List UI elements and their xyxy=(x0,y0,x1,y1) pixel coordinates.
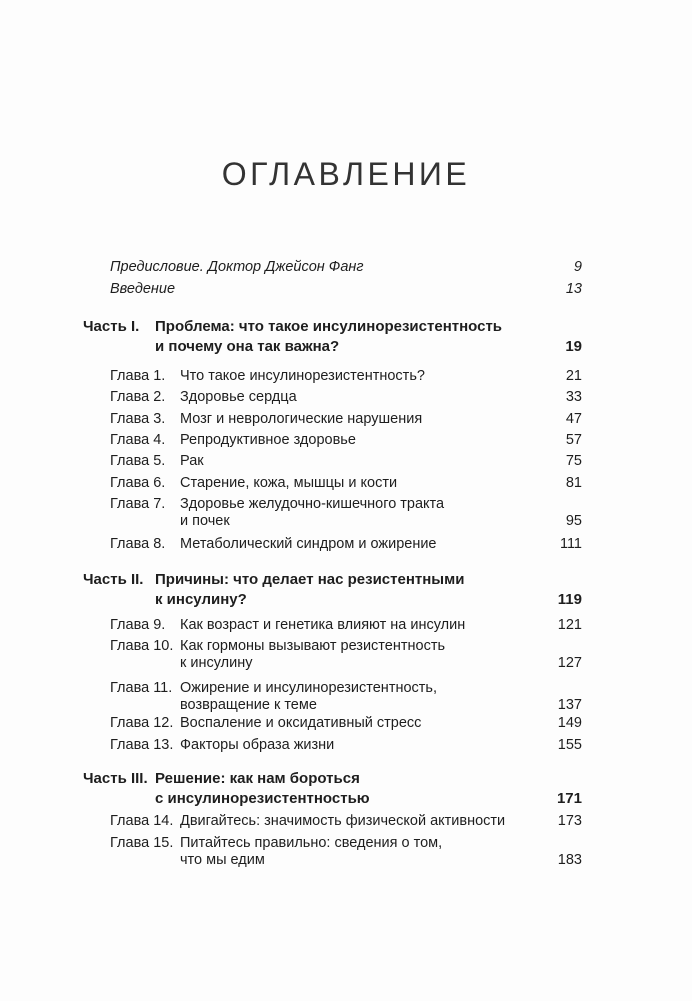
chapter-label: Глава 8. xyxy=(110,536,166,552)
chapter-title-line: Что такое инсулинорезистентность? xyxy=(180,368,425,384)
part-page-number: 19 xyxy=(565,338,582,355)
chapter-label: Глава 5. xyxy=(110,453,166,469)
part-label: Часть I. xyxy=(83,318,140,335)
chapter-label: Глава 13. xyxy=(110,737,174,753)
part-title-line: с инсулинорезистентностью xyxy=(155,790,370,807)
chapter-label: Глава 3. xyxy=(110,411,166,427)
entry-page: 9 xyxy=(573,259,582,275)
chapter-title-line: Мозг и неврологические нарушения xyxy=(180,411,423,427)
chapter-title-line: Рак xyxy=(180,453,204,469)
chapter-title-line: Репродуктивное здоровье xyxy=(180,432,356,448)
part-title-line: и почему она так важна? xyxy=(155,338,340,355)
part-title-line: Решение: как нам бороться xyxy=(155,770,360,787)
part-title-line: к инсулину? xyxy=(155,591,247,608)
chapter-label: Глава 10. xyxy=(110,638,174,654)
chapter-page-number: 155 xyxy=(557,737,582,753)
chapter-page-number: 75 xyxy=(565,453,582,469)
front-matter-entry xyxy=(110,259,582,275)
entry-title: Введение xyxy=(110,281,176,297)
chapter-title-line: Двигайтесь: значимость физической активности xyxy=(180,813,506,829)
chapter-title-line: к инсулину xyxy=(180,655,253,671)
front-matter-entry xyxy=(110,281,582,297)
chapter-page-number: 111 xyxy=(559,536,582,552)
chapter-title-line: Как возраст и генетика влияют на инсулин xyxy=(180,617,466,633)
chapter-title-line: Питайтесь правильно: сведения о том, xyxy=(180,835,443,851)
chapter-title-line: что мы едим xyxy=(180,852,265,868)
chapter-page-number: 81 xyxy=(565,475,582,491)
chapter-page-number: 21 xyxy=(565,368,582,384)
chapter-title-line: Факторы образа жизни xyxy=(180,737,335,753)
chapter-label: Глава 15. xyxy=(110,835,174,851)
chapter-page-number: 57 xyxy=(565,432,582,448)
chapter-label: Глава 6. xyxy=(110,475,166,491)
chapter-title-line: Как гормоны вызывают резистентность xyxy=(180,638,446,654)
part-title-line: Причины: что делает нас резистентными xyxy=(155,571,465,588)
part-page-number: 119 xyxy=(557,591,582,608)
chapter-label: Глава 2. xyxy=(110,389,166,405)
chapter-title-line: Ожирение и инсулинорезистентность, xyxy=(180,680,437,696)
chapter-title-line: и почек xyxy=(180,513,230,529)
chapter-label: Глава 7. xyxy=(110,496,166,512)
chapter-title-line: Здоровье сердца xyxy=(180,389,297,405)
chapter-title-line: Здоровье желудочно-кишечного тракта xyxy=(180,496,445,512)
part-label: Часть III. xyxy=(83,770,148,787)
chapter-page-number: 33 xyxy=(565,389,582,405)
entry-title: Предисловие. Доктор Джейсон Фанг xyxy=(110,259,364,275)
entry-page: 13 xyxy=(565,281,582,297)
chapter-title-line: Воспаление и оксидативный стресс xyxy=(180,715,422,731)
chapter-label: Глава 11. xyxy=(110,680,173,696)
part-title-line: Проблема: что такое инсулинорезистентность xyxy=(155,318,503,335)
chapter-page-number: 183 xyxy=(557,852,582,868)
chapter-label: Глава 4. xyxy=(110,432,166,448)
chapter-title-line: Старение, кожа, мышцы и кости xyxy=(180,475,398,491)
chapter-page-number: 127 xyxy=(557,655,582,671)
chapter-label: Глава 9. xyxy=(110,617,166,633)
chapter-label: Глава 1. xyxy=(110,368,166,384)
page-title: ОГЛАВЛЕНИЕ xyxy=(221,156,471,192)
chapter-page-number: 149 xyxy=(557,715,582,731)
chapter-page-number: 47 xyxy=(565,411,582,427)
chapter-label: Глава 14. xyxy=(110,813,174,829)
chapter-page-number: 121 xyxy=(557,617,582,633)
chapter-page-number: 137 xyxy=(557,697,582,713)
chapter-page-number: 95 xyxy=(565,513,582,529)
chapter-title-line: возвращение к теме xyxy=(180,697,317,713)
chapter-label: Глава 12. xyxy=(110,715,174,731)
chapter-page-number: 173 xyxy=(557,813,582,829)
part-label: Часть II. xyxy=(83,571,144,588)
part-page-number: 171 xyxy=(556,790,582,807)
chapter-title-line: Метаболический синдром и ожирение xyxy=(180,536,437,552)
